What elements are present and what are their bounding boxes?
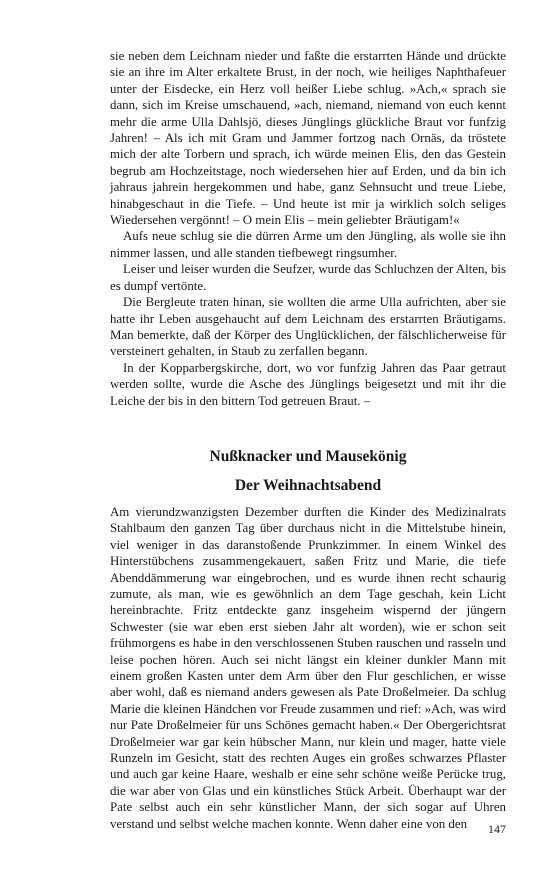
story-paragraph-1: Am vierundzwanzigsten Dezember durften die Kinder des Medizinalrats Stahlbaum den ganzen Tag über durchaus nicht in die Mittelstube hinein, viel weniger in das daranstoßende Prunkzimmer. In einem Winkel des Hinterstübchens zusammengekauert, saßen Fritz und Marie, die tiefe Abenddämmerung war eingebrochen, und es wurde ihnen recht schaurig zumute, als man, wie es gewöhnlich an dem Tage geschah, kein Licht hereinbrachte. Fritz entdeckte ganz insgeheim wispernd der jüngern Schwester (sie war eben erst sieben Jahr alt worden), wie er schon seit frühmorgens es habe in den verschlossenen Stuben rauschen und rasseln und leise pochen hören. Auch sei nicht längst ein kleiner dunkler Mann mit einem großen Kasten unter dem Arm über den Flur geschlichen, er wisse aber wohl, daß es niemand anders gewesen als Pate Droßelmeier. Da schlug Marie die kleinen Händchen vor Freude zusammen und rief: »Ach, was wird nur Pate Droßelmeier für uns Schönes gemacht haben.« Der Obergerichtsrat Droßelmeier war gar kein hübscher Mann, nur klein und mager, hatte viele Runzeln im Gesicht, statt des rechten Auges ein großes schwarzes Pflaster und auch gar keine Haare, weshalb er eine sehr schöne weiße Perücke trug, die war aber von Glas und ein künstliches Stück Arbeit. Überhaupt war der Pate selbst auch ein sehr künstlicher Mann, der sich sogar auf Uhren verstand und selbst welche machen konnte. Wenn daher eine von den [110,504,506,831]
story-title: Nußknacker und Mausekönig [209,447,407,465]
story-end-paragraph-4: Die Bergleute traten hinan, sie wollten die arme Ulla aufrichten, aber sie hatte ihr Leben ausgehaucht auf dem Leichnam des erstarrten Bräutigams. Man bemerkte, daß der Körper des Unglücklichen, der fälschlicherweise für versteinert gehalten, in Staub zu zerfallen begann. [110,295,506,359]
chapter-title: Der Weihnachtsabend [234,476,382,494]
story-end-paragraph-5: In der Kopparbergskirche, dort, wo vor funfzig Jahren das Paar getraut werden sollte, wurde die Asche des Jünglings beigesetzt und mit ihr die Leiche der bis in den bittern Tod getreuen Braut. – [110,360,506,408]
page-number: 147 [488,822,506,836]
book-page [110,48,506,832]
story-end-paragraph-2: Aufs neue schlug sie die dürren Arme um den Jüngling, als wolle sie ihn nimmer lassen, und alle standen tiefbewegt ringsumher. [110,229,506,260]
section-spacer [110,409,506,447]
chapter-spacer [110,496,506,504]
story-end-paragraph-1: sie neben dem Leichnam nieder und faßte die erstarrten Hände und drückte sie an ihre im Alter erkaltete Brust, in der noch, wie heiliges Naphthafeuer unter der Eisdecke, ein Herz voll heißer Liebe schlug. »Ach,« sprach sie dann, sich im Kreise umschauend, »ach, niemand, niemand von euch kennt mehr die arme Ulla Dahlsjö, dieses Jünglings glückliche Braut vor funfzig Jahren! – Als ich mit Gram und Jammer fortzog nach Ornäs, da tröstete mich der alte Torbern und sprach, ich würde meinen Elis, den das Gestein begrub am Hochzeitstage, noch wiedersehen hier auf Erden, und da bin ich jahraus jahrein hergekommen und habe, ganz Sehnsucht und treue Liebe, hinabgeschaut in die Tiefe. – Und heute ist mir ja wirklich solch seliges Wiedersehen vergönnt! – O mein Elis – mein geliebter Bräutigam!« [110,49,506,228]
story-end-paragraph-3: Leiser und leiser wurden die Seufzer, wurde das Schluchzen der Alten, bis es dumpf vertönte. [110,262,506,293]
